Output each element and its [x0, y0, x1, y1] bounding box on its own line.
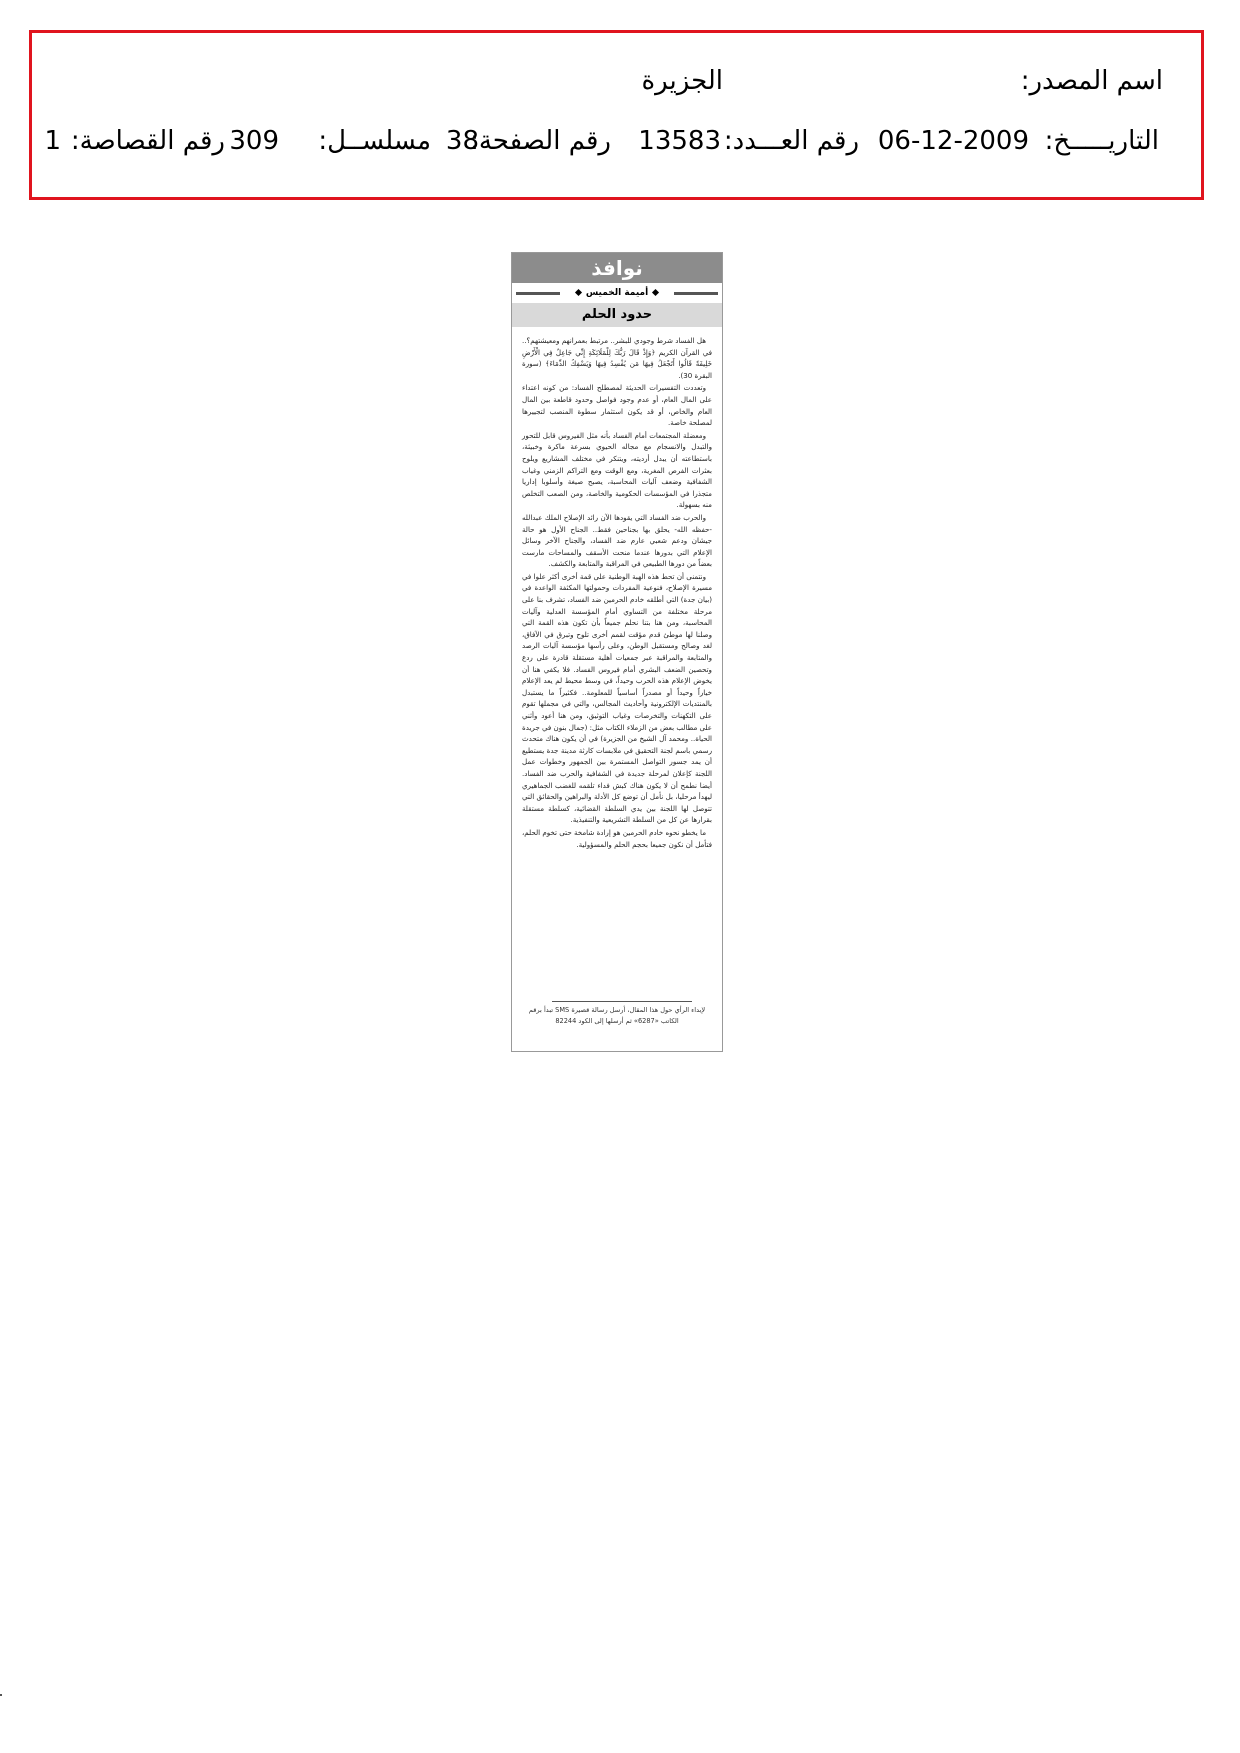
- article-paragraph: ومعضلة المجتمعات أمام الفساد بأنه مثل الفيروس قابل للتحور والتبدل والانسجام مع مجاله الحيوي بسرعة ماكرة وخبيثة، باستطاعته أن يبدل أرديته، ويتنكر في مختلف المشاريع ويلوح بعثرات الفرص المغرية، ومع الوقت ومع التراكم الزمني وغياب الشفافية وضعف آليات المحاسبة، يصبح صيغة وأسلوبا إداريا متجذرا في المؤسسات الحكومية والخاصة، ومن الصعب التخلص منه بسهولة.: [522, 430, 712, 510]
- clip-number-label: رقم القصاصة:: [70, 126, 225, 156]
- date-label: التاريـــــخ:: [1044, 126, 1159, 156]
- article-paragraph: هل الفساد شرط وجودي للبشر.. مرتبط بعمرانهم ومعيشتهم؟.. في القرآن الكريم ﴿وَإِذْ قَالَ رَبُّكَ لِلْمَلَائِكَةِ إِنِّي جَاعِلٌ فِي الْأَرْضِ خَلِيفَةً قَالُوا أَتَجْعَلُ فِيهَا مَن يُفْسِدُ فِيهَا وَيَسْفِكُ الدِّمَاءَ﴾ (سورة البقرة 30).: [522, 336, 712, 380]
- article-title: حدود الحلم: [581, 307, 653, 322]
- article-paragraph: وتعددت التفسيرات الحديثة لمصطلح الفساد: من كونه اعتداء على المال العام، أو عدم وجود فواصل وحدود قاطعة بين المال العام والخاص، أو قد يكون استثمار سطوة المنصب لتجييرها لمصلحة خاصة.: [522, 383, 712, 428]
- issue-value: 13583: [638, 126, 721, 156]
- newspaper-clipping: [511, 252, 723, 1052]
- article-paragraph: والحرب ضد الفساد التي يقودها الآن رائد الإصلاح الملك عبدالله -حفظه الله- يحلق بها بجناحين فقط.. الجناح الأول هو حالة جيشان ودعم شعبي عارم ضد الفساد، والجناح الآخر وسائل الإعلام التي بدورها عندما منحت الأسقف والمساحات مارست بعضاً من دورها الطبيعي في المراقبة والمتابعة والكشف.: [522, 512, 712, 569]
- diamond-icon: [652, 289, 659, 296]
- clip-number-value: 1: [44, 126, 61, 156]
- author-name: أميمة الخميس: [585, 288, 649, 298]
- article-body: [522, 335, 712, 851]
- date-value: 06-12-2009: [877, 126, 1029, 156]
- scan-artifact: [0, 1694, 2, 1696]
- column-name: نوافذ: [591, 256, 643, 280]
- source-value: الجزيرة: [641, 66, 723, 96]
- source-label: اسم المصدر:: [1020, 66, 1163, 96]
- footer-divider: [552, 1001, 692, 1002]
- article-paragraph: ما يخطو نحوه خادم الحرمين هو إرادة شامخة حتى تخوم الحلم، فتأمل أن نكون جميعا بحجم الحلم والمسؤولية.: [522, 827, 712, 849]
- page-value: 38: [445, 126, 479, 156]
- serial-value: 309: [229, 126, 279, 156]
- details-row: [32, 121, 1201, 161]
- serial-label: مسلســل:: [318, 126, 431, 156]
- source-metadata-box: [29, 30, 1204, 200]
- sms-footer-note: لإبداء الرأي حول هذا المقال، أرسل رسالة قصيرة SMS تبدأ برقم الكاتب «6287» ثم أرسلها إلى الكود 82244: [528, 1006, 706, 1025]
- page-label: رقم الصفحة:: [470, 126, 611, 156]
- author-line: [512, 286, 722, 300]
- diamond-icon: [575, 289, 582, 296]
- article-paragraph: ونتمنى أن تحط هذه الهبة الوطنية على قمة أخرى أكثر علوا في مسيرة الإصلاح، فنوعية المفردات وحمولتها المكثفة الواعدة في (بيان جدة) التي أطلقه خادم الحرمين ضد الفساد، تشرف بنا على مرحلة مختلفة من التساوي أمام المؤسسة العدلية وآليات المحاسبة، ومن هنا بتنا نحلم جميعاً بأن تكون هذه القمة التي وصلنا لها موطئ قدم مؤقت لقمم أخرى تلوح وتبرق في الآفاق، لغد وصالح ومستقبل الوطن، وعلى رأسها مؤسسة آليات الرصد والمتابعة والمراقبة عبر جمعيات أهلية مستقلة قادرة على ردع وتحصين الضعف البشري أمام فيروس الفساد. فلا يكفي هنا أن يخوض الإعلام هذه الحرب وحيداً، في وسط محيط لم يعد الإعلام خياراً وحيداً أو مصدراً أساسياً للمعلومة.. فكثيراً ما يستبدل بالمنتديات الإلكترونية وأحاديث المجالس، والتي في مجملها تقوم على التكهنات والتخرصات وغياب التوثيق، ومن هنا أعود وأثني على مطالب بعض من الزملاء الكتاب مثل: (جمال بنون في جريدة الحياة.. ومحمد آل الشيخ من الجزيرة) في أن يكون هناك متحدث رسمي باسم لجنة التحقيق في ملابسات كارثة مدينة جدة يستطيع أن يمد جسور التواصل المستمرة بين الجمهور وخطوات عمل اللجنة كإعلان لمرحلة جديدة في الشفافية والحرب ضد الفساد. أيضا نطمح أن لا يكون هناك كبش فداء تلقمه للغضب الجماهيري ليهدأ مرحليا، بل نأمل أن توضع كل الأدلة والبراهين والحقائق التي تتوصل لها اللجنة بين يدي السلطة القضائية، كسلطة مستقلة بقرارها عن كل من السلطة التشريعية والتنفيذية.: [522, 571, 712, 825]
- issue-label: رقم العـــدد:: [723, 126, 859, 156]
- source-row: [32, 61, 1201, 101]
